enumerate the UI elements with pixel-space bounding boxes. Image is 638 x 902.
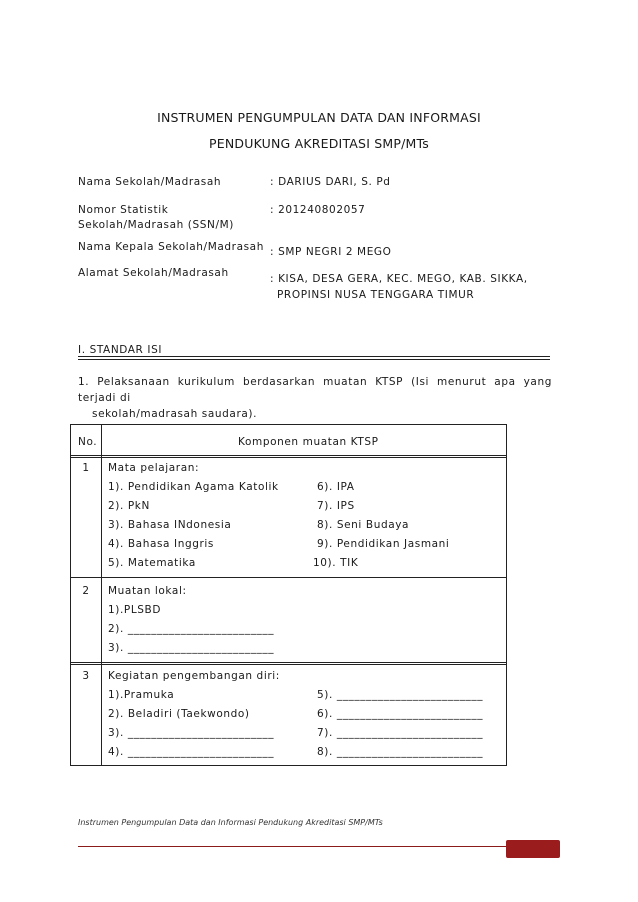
table-row-title: Mata pelajaran: bbox=[108, 462, 200, 474]
list-item: 6). IPA bbox=[317, 481, 355, 493]
section-rule bbox=[78, 356, 550, 360]
table-row-number: 1 bbox=[82, 462, 90, 474]
list-item: 4). _________________________ bbox=[108, 746, 275, 758]
table-row-number: 2 bbox=[82, 585, 90, 597]
list-item: 7). _________________________ bbox=[317, 727, 484, 739]
field-label-nss: Nomor Statistik Sekolah/Madrasah (SSN/M) bbox=[78, 204, 234, 231]
list-item: 7). IPS bbox=[317, 500, 355, 512]
list-item: 2). _________________________ bbox=[108, 623, 275, 635]
list-item: 5). _________________________ bbox=[317, 689, 484, 701]
list-item: 1). Pendidikan Agama Katolik bbox=[108, 481, 279, 493]
page-footer: Instrumen Pengumpulan Data dan Informasi Pendukung Akreditasi SMP/MTs bbox=[78, 818, 383, 827]
list-item: 10). TIK bbox=[313, 557, 359, 569]
field-value-address: : KISA, DESA GERA, KEC. MEGO, KAB. SIKKA, bbox=[270, 273, 528, 285]
table-row-rule bbox=[70, 662, 507, 665]
list-item: 3). _________________________ bbox=[108, 727, 275, 739]
page-number-tab bbox=[506, 840, 560, 858]
field-value-principal: : SMP NEGRI 2 MEGO bbox=[270, 246, 392, 258]
list-item: 6). _________________________ bbox=[317, 708, 484, 720]
table-header-no: No. bbox=[78, 436, 98, 448]
list-item: 5). Matematika bbox=[108, 557, 196, 569]
field-value-school-name: : DARIUS DARI, S. Pd bbox=[270, 176, 391, 188]
list-item: 3). _________________________ bbox=[108, 642, 275, 654]
list-item: 1).PLSBD bbox=[108, 604, 162, 616]
list-item: 2). PkN bbox=[108, 500, 150, 512]
list-item: 4). Bahasa Inggris bbox=[108, 538, 215, 550]
field-label-school-name: Nama Sekolah/Madrasah bbox=[78, 176, 222, 188]
table-header-komponen: Komponen muatan KTSP bbox=[238, 436, 379, 448]
table-row-number: 3 bbox=[82, 670, 90, 682]
list-item: 9). Pendidikan Jasmani bbox=[317, 538, 450, 550]
question-line1: 1. Pelaksanaan kurikulum berdasarkan muatan KTSP (Isi menurut apa yang terjadi di bbox=[78, 376, 552, 404]
field-value-nss: : 201240802057 bbox=[270, 204, 366, 216]
field-label-principal: Nama Kepala Sekolah/Madrasah bbox=[78, 241, 264, 253]
document-title-line2: PENDUKUNG AKREDITASI SMP/MTs bbox=[209, 136, 429, 151]
list-item: 3). Bahasa INdonesia bbox=[108, 519, 232, 531]
table-row-title: Kegiatan pengembangan diri: bbox=[108, 670, 280, 682]
field-label-address: Alamat Sekolah/Madrasah bbox=[78, 267, 229, 279]
table-row-title: Muatan lokal: bbox=[108, 585, 187, 597]
table-row-rule bbox=[70, 577, 507, 578]
section-heading: I. STANDAR ISI bbox=[78, 344, 163, 356]
list-item: 8). Seni Budaya bbox=[317, 519, 410, 531]
footer-rule bbox=[78, 846, 506, 847]
list-item: 1).Pramuka bbox=[108, 689, 175, 701]
question-line2: sekolah/madrasah saudara). bbox=[92, 408, 258, 420]
list-item: 8). _________________________ bbox=[317, 746, 484, 758]
field-value-address-line2: PROPINSI NUSA TENGGARA TIMUR bbox=[277, 289, 475, 301]
table-header-rule bbox=[70, 455, 507, 458]
question-paragraph bbox=[78, 374, 552, 422]
list-item: 2). Beladiri (Taekwondo) bbox=[108, 708, 250, 720]
document-title-line1: INSTRUMEN PENGUMPULAN DATA DAN INFORMASI bbox=[157, 110, 481, 125]
